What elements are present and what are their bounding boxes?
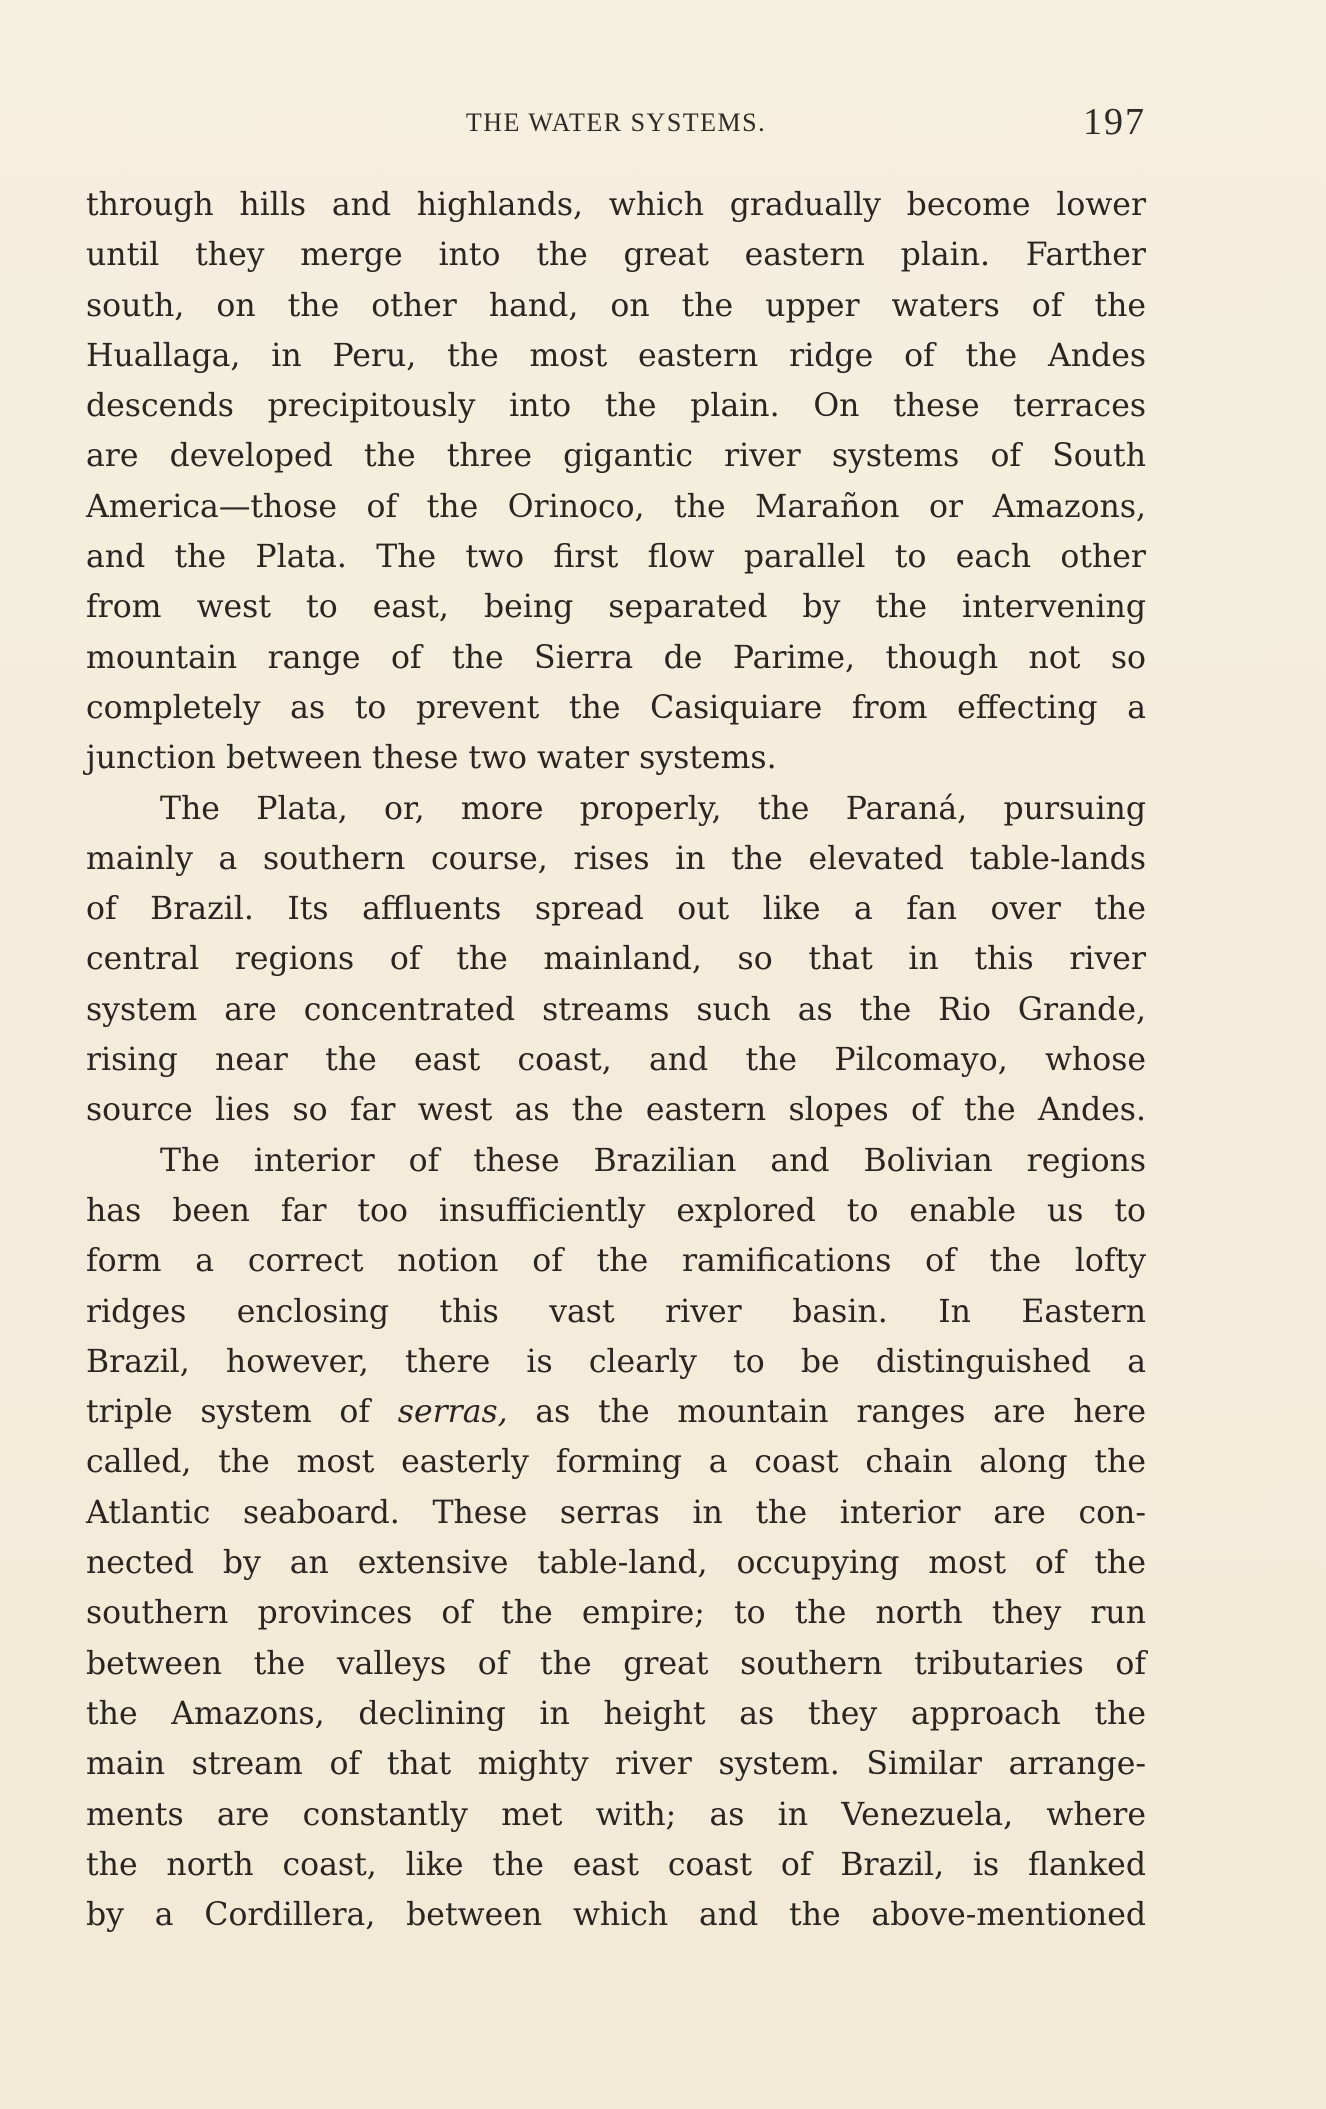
running-head — [86, 100, 1146, 148]
text-line: completely as to prevent the Casiquiare from effecting a — [86, 689, 1146, 726]
page-number: 197 — [1083, 101, 1146, 143]
text-line: the Amazons, declining in height as they approach the — [86, 1695, 1146, 1732]
text-line: ments are constantly met with; as in Venezuela, where — [86, 1796, 1146, 1833]
text-line: form a correct notion of the ramifications of the lofty — [86, 1243, 1146, 1280]
text-line: mountain range of the Sierra de Parime, though not so — [86, 639, 1146, 676]
text-line: and the Plata. The two first flow parallel to each other — [86, 539, 1146, 576]
text-line: from west to east, being separated by the intervening — [86, 589, 1146, 626]
body-text — [86, 180, 1146, 1940]
text-line: are developed the three gigantic river systems of South — [86, 438, 1146, 475]
text-line: main stream of that mighty river system. Similar arrange- — [86, 1746, 1146, 1783]
text-line-with-italic — [86, 1387, 1146, 1437]
running-title: THE WATER SYSTEMS. — [465, 108, 767, 137]
text-line: Huallaga, in Peru, the most eastern ridge of the Andes — [86, 337, 1146, 374]
text-line: southern provinces of the empire; to the north they run — [86, 1595, 1146, 1632]
text-line: source lies so far west as the eastern slopes of the Andes. — [86, 1092, 1146, 1129]
text-line: The Plata, or, more properly, the Paraná, pursuing — [160, 790, 1146, 827]
text-line: descends precipitously into the plain. On these terraces — [86, 388, 1146, 425]
text-line: called, the most easterly forming a coast chain along the — [86, 1444, 1146, 1481]
text-line: rising near the east coast, and the Pilcomayo, whose — [86, 1042, 1146, 1079]
text-line: between the valleys of the great southern tributaries of — [86, 1645, 1146, 1682]
text-line: mainly a southern course, rises in the elevated table-lands — [86, 840, 1146, 877]
text-line: south, on the other hand, on the upper waters of the — [86, 287, 1146, 324]
text-line: The interior of these Brazilian and Bolivian regions — [160, 1142, 1146, 1179]
text-line: Atlantic seaboard. These serras in the interior are con- — [86, 1494, 1146, 1531]
text-line: America—those of the Orinoco, the Marañon or Amazons, — [86, 488, 1146, 525]
text-line: by a Cordillera, between which and the above-mentioned — [86, 1897, 1146, 1934]
text-line: junction between these two water systems. — [86, 740, 777, 777]
text-line: Brazil, however, there is clearly to be distinguished a — [86, 1343, 1146, 1380]
text-segment: triple system of — [86, 1394, 371, 1431]
text-line: ridges enclosing this vast river basin. In Eastern — [86, 1293, 1146, 1330]
text-segment: as the mountain ranges are here — [535, 1394, 1146, 1431]
text-line: system are concentrated streams such as the Rio Grande, — [86, 991, 1146, 1028]
text-line: through hills and highlands, which gradually become lower — [86, 187, 1146, 223]
text-line: of Brazil. Its affluents spread out like a fan over the — [86, 891, 1146, 928]
text-line: has been far too insufficiently explored to enable us to — [86, 1192, 1146, 1229]
text-line: nected by an extensive table-land, occupying most of the — [86, 1545, 1146, 1582]
text-line: until they merge into the great eastern plain. Farther — [86, 237, 1146, 274]
italic-term-serras: serras, — [397, 1394, 508, 1431]
text-line: the north coast, like the east coast of Brazil, is flanked — [86, 1846, 1146, 1883]
text-line: central regions of the mainland, so that in this river — [86, 941, 1146, 978]
